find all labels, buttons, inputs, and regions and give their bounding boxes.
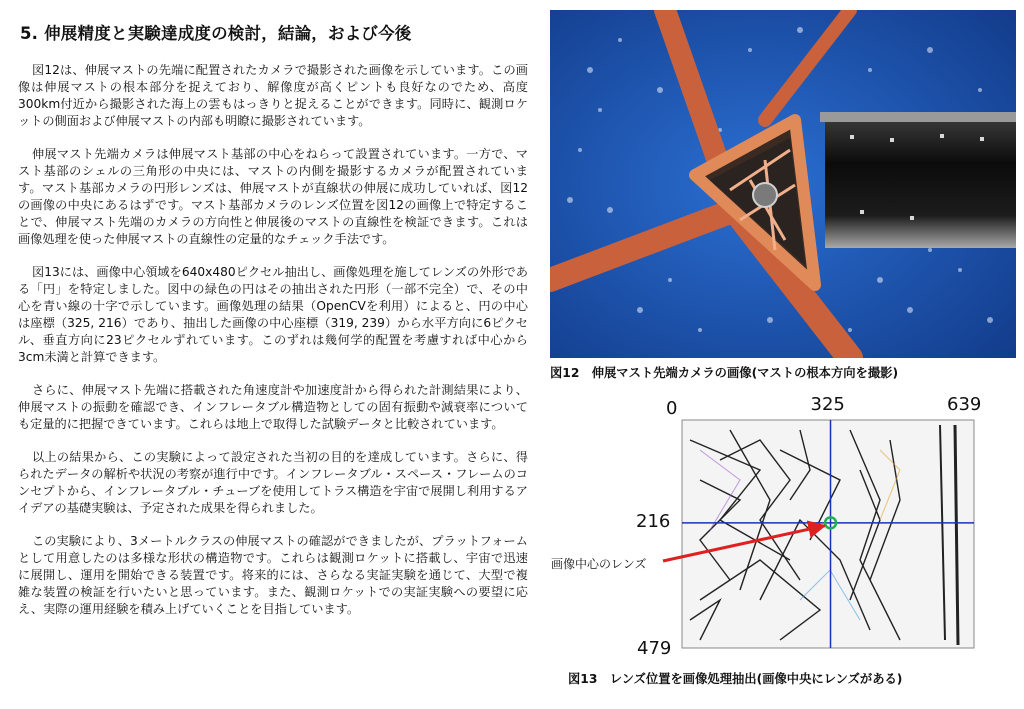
paragraph-3: 図13には、画像中心領域を640x480ピクセル抽出し、画像処理を施してレンズの外形である「円」を特定しました。図中の緑色の円はその抽出された円形（一部不完全）で、その中心を青い線の十字で示しています。画像処理の結果（OpenCVを利用）によると、円の中心は座標（325, 216）であり、抽出した画像の中心座標（319, 239）から水平方向に6ピクセル、垂直方向に23ピクセルずれています。このずれは幾何学的配置を考慮すれば中心から3cm未満と計算できます。 bbox=[18, 265, 528, 364]
x-tick-label-325: 325 bbox=[810, 394, 845, 415]
edge-image bbox=[682, 420, 974, 648]
lens-annotation-label: 画像中心のレンズ bbox=[551, 557, 647, 571]
section-title: 5. 伸展精度と実験達成度の検討，結論，および今後 bbox=[20, 24, 412, 43]
paragraph-6: この実験により、3メートルクラスの伸展マストの確認ができましたが、プラットフォームとして用意したのは多様な形状の構造物です。これらは観測ロケットに搭載し、宇宙で迅速に展開し、運用を開始できる装置です。将来的には、さらなる実証実験を通じて、大型で複雑な装置の検証を行いたいと思っています。また、観測ロケットでの実証実験への要望に応え、実際の運用経験を積み上げていくことを目指しています。 bbox=[18, 534, 528, 616]
paragraph-5: 以上の結果から、この実験によって設定された当初の目的を達成しています。さらに、得られたデータの解析や状況の考察が進行中です。インフレータブル・スペース・フレームのコンセプトから、インフレータブル・チューブを使用してトラス構造を宇宙で展開し利用するアイデアの基礎実験は、予定された成果を得られました。 bbox=[18, 450, 528, 515]
x-tick-label-639: 639 bbox=[947, 394, 982, 415]
paragraph-1: 図12は、伸展マストの先端に配置されたカメラで撮影された画像を示しています。この画像は伸展マストの根本部分を捉えており、解像度が高くピントも良好なのでため、高度300km付近から撮影された海上の雲もはっきりと捉えることができます。同時に、観測ロケットの側面および伸展マストの内部も明瞭に撮影されています。 bbox=[18, 63, 528, 128]
paragraph-4: さらに、伸展マスト先端に搭載された角速度計や加速度計から得られた計測結果により、伸展マストの振動を確認でき、インフレータブル構造物としての固有振動や減衰率についても定量的に把握できています。これらは地上で取得した試験データと比較されています。 bbox=[18, 383, 528, 431]
figure13-caption: 図13 レンズ位置を画像処理抽出(画像中央にレンズがある) bbox=[568, 672, 903, 686]
y-tick-label-216: 216 bbox=[636, 510, 671, 532]
paragraph-2: 伸展マスト先端カメラは伸展マスト基部の中心をねらって設置されています。一方で、マスト基部のシェルの三角形の中央には、マストの内側を撮影するカメラが配置されています。マスト基部カメラの円形レンズは、伸展マストが直線状の伸展に成功していれば、図12の画像の中央にあるはずです。マスト基部カメラのレンズ位置を図12の画像上で特定することで、伸展マスト先端のカメラの方向性と伸展後のマストの直線性を検証できます。これは画像処理を使った伸展マストの直線性の定量的なチェック手法です。 bbox=[18, 147, 528, 246]
y-tick-label-479: 479 bbox=[637, 638, 672, 659]
x-tick-label-0: 0 bbox=[666, 398, 678, 419]
figure12-caption: 図12 伸展マスト先端カメラの画像(マストの根本方向を撮影) bbox=[550, 366, 899, 380]
